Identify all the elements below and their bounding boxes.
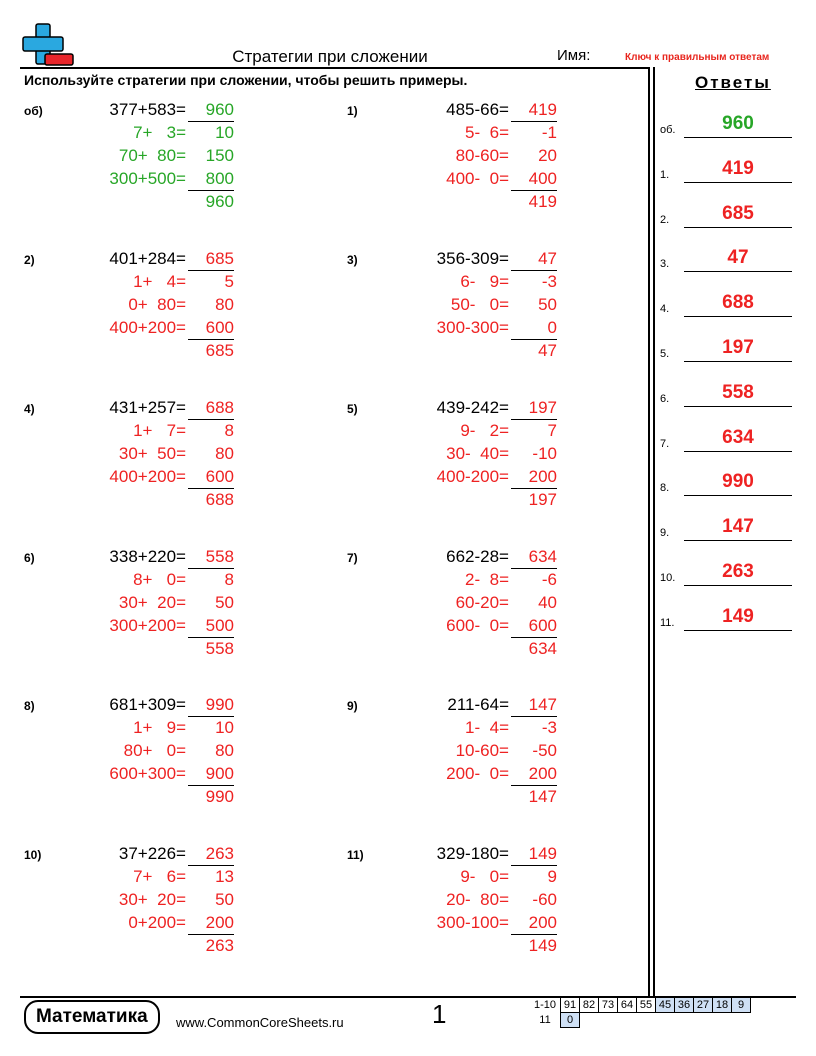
instructions: Используйте стратегии при сложении, чтобы решить примеры. — [24, 72, 468, 88]
answer-key-line — [684, 540, 792, 541]
answer-underline — [188, 865, 234, 866]
step-value: 13 — [215, 867, 234, 886]
score-row — [530, 998, 751, 1013]
problem-step — [58, 318, 234, 341]
step-value: 900 — [205, 764, 234, 783]
problem-number: 7) — [347, 551, 358, 565]
step-value: 8 — [224, 570, 234, 589]
answer-key-label: 6. — [660, 392, 670, 405]
answer-key-item — [660, 556, 792, 586]
answer-underline — [511, 488, 557, 489]
problem-total — [381, 341, 557, 364]
step-expression: 400-200= — [436, 467, 509, 486]
answer-key-line — [684, 451, 792, 452]
answer-key-item — [660, 242, 792, 272]
answer-underline — [188, 637, 234, 638]
problem-expression: 485-66= — [446, 100, 509, 119]
step-expression: 300-300= — [436, 318, 509, 337]
step-expression: 9- 2= — [460, 421, 509, 440]
answer-key-label: 4. — [660, 303, 670, 316]
step-value: 50 — [538, 295, 557, 314]
answer-key-label: 7. — [660, 437, 670, 450]
step-value: 40 — [538, 593, 557, 612]
column-divider — [648, 67, 650, 996]
header-divider — [20, 67, 648, 69]
step-value: -6 — [541, 570, 557, 589]
total-value: 47 — [538, 341, 557, 360]
problem-expression: 377+583= — [109, 100, 186, 119]
step-expression: 2- 8= — [465, 570, 509, 589]
answer-underline — [511, 190, 557, 191]
step-value: 0 — [547, 318, 557, 337]
problem-step — [381, 616, 557, 639]
total-value: 197 — [528, 490, 557, 509]
step-value: 200 — [205, 913, 234, 932]
answer-key-item — [660, 198, 792, 228]
answer-underline — [511, 339, 557, 340]
problem-question — [381, 547, 557, 570]
problem-number: 5) — [347, 402, 358, 416]
problem-answer: 149 — [528, 844, 557, 863]
answer-underline — [511, 785, 557, 786]
score-cell: 73 — [599, 998, 618, 1013]
step-expression: 30+ 20= — [118, 890, 186, 909]
answer-key-value: 419 — [722, 157, 754, 179]
problem-step — [58, 444, 234, 467]
answer-key-label: 11. — [660, 616, 675, 629]
total-value: 558 — [205, 639, 234, 658]
answer-key-value: 685 — [722, 202, 754, 224]
problem-number: 10) — [24, 848, 42, 862]
step-value: 80 — [215, 444, 234, 463]
answer-key-item — [660, 511, 792, 541]
problem-expression: 439-242= — [436, 398, 509, 417]
step-expression: 8+ 0= — [133, 570, 186, 589]
problem-4 — [24, 398, 244, 518]
problem-step — [381, 741, 557, 764]
problem-question — [381, 100, 557, 123]
answer-key-item — [660, 466, 792, 496]
score-cell: 27 — [694, 998, 713, 1013]
answer-underline — [188, 121, 234, 122]
problem-question — [58, 100, 234, 123]
step-expression: 70+ 80= — [118, 146, 186, 165]
problem-step — [58, 867, 234, 890]
step-value: 500 — [205, 616, 234, 635]
problem-expression: 356-309= — [436, 249, 509, 268]
answer-key-value: 47 — [727, 247, 749, 269]
step-value: 600 — [205, 467, 234, 486]
answer-key-label: 9. — [660, 527, 670, 540]
problem-step — [58, 295, 234, 318]
problem-number: 8) — [24, 699, 35, 713]
answer-key-label: 1. — [660, 168, 670, 181]
problem-question — [58, 249, 234, 272]
answer-key-label: Ключ к правильным ответам — [625, 52, 770, 63]
answer-underline — [188, 488, 234, 489]
score-row — [530, 1013, 751, 1028]
answer-key-label: 3. — [660, 258, 670, 271]
step-expression: 30+ 20= — [118, 593, 186, 612]
score-cell: 9 — [732, 998, 751, 1013]
problem-expression: 681+309= — [109, 695, 186, 714]
answer-key-item — [660, 287, 792, 317]
step-expression: 10-60= — [455, 741, 509, 760]
score-cell: 55 — [637, 998, 656, 1013]
problem-expression: 662-28= — [446, 547, 509, 566]
problem-total — [381, 936, 557, 959]
problem-step — [381, 272, 557, 295]
score-cell: 36 — [675, 998, 694, 1013]
problem-answer: 685 — [205, 249, 234, 268]
problem-11 — [347, 844, 567, 964]
step-value: 200 — [528, 467, 557, 486]
answer-underline — [188, 339, 234, 340]
step-value: 600 — [205, 318, 234, 337]
step-expression: 5- 6= — [465, 123, 509, 142]
problem-total — [381, 639, 557, 662]
brand-badge: Математика — [24, 1000, 160, 1034]
answer-underline — [188, 190, 234, 191]
problem-step — [58, 169, 234, 192]
step-expression: 6- 9= — [460, 272, 509, 291]
step-expression: 1+ 7= — [133, 421, 186, 440]
step-expression: 300-100= — [436, 913, 509, 932]
step-value: 8 — [224, 421, 234, 440]
step-value: 400 — [528, 169, 557, 188]
problem-step — [58, 741, 234, 764]
page-title: Стратегии при сложении — [232, 47, 428, 66]
answer-underline — [188, 716, 234, 717]
problem-step — [58, 146, 234, 169]
answer-key-value: 558 — [722, 381, 754, 403]
step-value: -50 — [532, 741, 557, 760]
answer-key-item — [660, 377, 792, 407]
problem-step — [58, 593, 234, 616]
step-value: -3 — [541, 272, 557, 291]
problem-expression: 401+284= — [109, 249, 186, 268]
problem-answer: 147 — [528, 695, 557, 714]
problem-question — [58, 398, 234, 421]
step-expression: 400- 0= — [446, 169, 509, 188]
problem-step — [58, 272, 234, 295]
answer-key-value: 960 — [722, 113, 754, 134]
answer-key-line — [684, 406, 792, 407]
problem-number: 11) — [347, 848, 364, 862]
answer-underline — [511, 270, 557, 271]
problem-step — [58, 421, 234, 444]
step-expression: 30+ 50= — [118, 444, 186, 463]
answer-key-value: 263 — [722, 561, 754, 582]
answer-key-value: 197 — [722, 337, 754, 358]
answer-key-label: 8. — [660, 482, 670, 495]
total-value: 990 — [205, 787, 234, 806]
score-cell: 64 — [618, 998, 637, 1013]
total-value: 685 — [205, 341, 234, 360]
problem-number: 2) — [24, 253, 35, 267]
site-url: www.CommonCoreSheets.ru — [176, 1015, 344, 1030]
total-value: 147 — [528, 787, 557, 806]
score-row-label: 1-10 — [533, 999, 557, 1011]
step-expression: 1+ 4= — [133, 272, 186, 291]
problem-expression: 211-64= — [447, 695, 509, 714]
answer-key-label: 2. — [660, 213, 670, 226]
step-value: -3 — [541, 718, 557, 737]
problem-0 — [24, 100, 244, 220]
step-value: 80 — [215, 295, 234, 314]
score-cell: 91 — [561, 998, 580, 1013]
step-value: 600 — [528, 616, 557, 635]
problem-answer: 263 — [205, 844, 234, 863]
step-value: 20 — [538, 146, 557, 165]
problem-answer: 419 — [528, 100, 557, 119]
step-expression: 7+ 6= — [133, 867, 186, 886]
answer-key-line — [684, 271, 792, 272]
step-expression: 80+ 0= — [123, 741, 186, 760]
problem-3 — [347, 249, 567, 369]
problem-step — [381, 467, 557, 490]
problem-answer: 558 — [205, 547, 234, 566]
total-value: 419 — [528, 192, 557, 211]
step-expression: 7+ 3= — [133, 123, 186, 142]
problem-number: об) — [24, 104, 43, 118]
answer-underline — [188, 568, 234, 569]
problem-step — [58, 570, 234, 593]
answer-key-item — [660, 422, 792, 452]
step-value: 7 — [547, 421, 557, 440]
step-expression: 300+500= — [109, 169, 186, 188]
score-cell: 45 — [656, 998, 675, 1013]
answer-key-item — [660, 332, 792, 362]
step-expression: 1+ 9= — [133, 718, 186, 737]
step-value: 50 — [215, 890, 234, 909]
problem-8 — [24, 695, 244, 815]
answer-key-label: об. — [660, 124, 676, 136]
problem-step — [381, 570, 557, 593]
problem-question — [381, 844, 557, 867]
problem-total — [381, 787, 557, 810]
problem-step — [381, 764, 557, 787]
problem-question — [58, 695, 234, 718]
answer-key-value: 990 — [722, 471, 754, 493]
answer-underline — [511, 934, 557, 935]
problem-total — [58, 639, 234, 662]
problem-answer: 197 — [528, 398, 557, 417]
step-expression: 400+200= — [109, 318, 186, 337]
answer-key-line — [684, 585, 792, 586]
problem-number: 9) — [347, 699, 358, 713]
problem-total — [58, 936, 234, 959]
problem-step — [58, 467, 234, 490]
problem-step — [58, 913, 234, 936]
problem-total — [58, 787, 234, 810]
answer-key-item — [660, 153, 792, 183]
answer-underline — [188, 270, 234, 271]
step-value: 9 — [547, 867, 557, 886]
answer-key-line — [684, 137, 792, 138]
problem-step — [381, 444, 557, 467]
score-table — [530, 997, 751, 1028]
answer-key-item — [660, 601, 792, 631]
step-expression: 0+200= — [128, 913, 186, 932]
score-cell: 82 — [580, 998, 599, 1013]
step-expression: 200- 0= — [446, 764, 509, 783]
answer-key-value: 688 — [722, 292, 754, 314]
column-divider — [653, 67, 655, 996]
step-value: 800 — [205, 169, 234, 188]
total-value: 688 — [205, 490, 234, 509]
problem-question — [58, 547, 234, 570]
step-expression: 20- 80= — [446, 890, 509, 909]
problem-step — [58, 890, 234, 913]
step-expression: 1- 4= — [465, 718, 509, 737]
step-value: 50 — [215, 593, 234, 612]
answer-underline — [188, 785, 234, 786]
total-value: 263 — [205, 936, 234, 955]
problem-step — [381, 593, 557, 616]
answer-underline — [511, 637, 557, 638]
answers-title: Ответы — [695, 73, 771, 92]
step-expression: 300+200= — [109, 616, 186, 635]
problem-total — [58, 341, 234, 364]
answer-underline — [188, 934, 234, 935]
problem-number: 4) — [24, 402, 35, 416]
answer-key-value: 634 — [722, 426, 754, 448]
problem-step — [58, 764, 234, 787]
problem-number: 6) — [24, 551, 35, 565]
problem-7 — [347, 547, 567, 667]
answer-key-line — [684, 227, 792, 228]
problem-step — [381, 421, 557, 444]
step-value: 10 — [215, 123, 234, 142]
problem-question — [58, 844, 234, 867]
problem-question — [381, 249, 557, 272]
answer-key-value: 149 — [722, 605, 754, 627]
problem-step — [58, 123, 234, 146]
problem-step — [381, 123, 557, 146]
total-value: 634 — [528, 639, 557, 658]
name-label: Имя: — [557, 47, 591, 64]
answer-key-item — [660, 108, 792, 138]
problem-answer: 990 — [205, 695, 234, 714]
answer-key-line — [684, 316, 792, 317]
page-number: 1 — [432, 999, 447, 1029]
problem-expression: 338+220= — [109, 547, 186, 566]
problem-total — [58, 192, 234, 215]
problem-1 — [347, 100, 567, 220]
problem-step — [381, 867, 557, 890]
total-value: 149 — [528, 936, 557, 955]
answer-underline — [511, 568, 557, 569]
answer-underline — [511, 121, 557, 122]
problem-expression: 431+257= — [109, 398, 186, 417]
answer-key-value: 147 — [722, 516, 754, 538]
answer-key-label: 5. — [660, 348, 670, 360]
problem-2 — [24, 249, 244, 369]
problem-step — [381, 146, 557, 169]
problem-total — [381, 192, 557, 215]
problem-number: 1) — [347, 104, 358, 118]
score-cell: 0 — [561, 1013, 580, 1028]
plus-minus-logo-icon — [22, 22, 74, 68]
score-cell: 18 — [713, 998, 732, 1013]
problem-step — [381, 913, 557, 936]
step-expression: 600+300= — [109, 764, 186, 783]
problem-10 — [24, 844, 244, 964]
answer-key-line — [684, 361, 792, 362]
problem-5 — [347, 398, 567, 518]
answer-key-line — [684, 495, 792, 496]
problem-step — [381, 295, 557, 318]
problem-step — [58, 718, 234, 741]
answer-key-label: 10. — [660, 572, 676, 584]
step-expression: 0+ 80= — [128, 295, 186, 314]
step-expression: 80-60= — [455, 146, 509, 165]
step-value: 200 — [528, 764, 557, 783]
problem-question — [381, 695, 557, 718]
problem-step — [381, 318, 557, 341]
total-value: 960 — [205, 192, 234, 211]
step-expression: 50- 0= — [450, 295, 509, 314]
step-expression: 400+200= — [109, 467, 186, 486]
step-value: -1 — [541, 123, 557, 142]
problem-answer: 634 — [528, 547, 557, 566]
problem-answer: 47 — [538, 249, 557, 268]
step-value: -60 — [532, 890, 557, 909]
step-expression: 9- 0= — [460, 867, 509, 886]
step-expression: 60-20= — [455, 593, 509, 612]
problem-expression: 329-180= — [436, 844, 509, 863]
answer-underline — [511, 716, 557, 717]
problem-number: 3) — [347, 253, 358, 267]
step-value: -10 — [532, 444, 557, 463]
answer-key-line — [684, 630, 792, 631]
answer-underline — [511, 419, 557, 420]
step-value: 200 — [528, 913, 557, 932]
problem-6 — [24, 547, 244, 667]
step-value: 80 — [215, 741, 234, 760]
step-value: 5 — [224, 272, 234, 291]
step-value: 10 — [215, 718, 234, 737]
problem-step — [381, 169, 557, 192]
step-expression: 600- 0= — [446, 616, 509, 635]
answer-key-line — [684, 182, 792, 183]
answer-underline — [511, 865, 557, 866]
step-value: 150 — [205, 146, 234, 165]
score-row-label: 11 — [539, 1014, 551, 1026]
problem-answer: 960 — [205, 100, 234, 119]
problem-9 — [347, 695, 567, 815]
problem-step — [381, 890, 557, 913]
answer-underline — [188, 419, 234, 420]
problem-answer: 688 — [205, 398, 234, 417]
problem-step — [58, 616, 234, 639]
problem-total — [58, 490, 234, 513]
problem-total — [381, 490, 557, 513]
problem-question — [381, 398, 557, 421]
problem-expression: 37+226= — [118, 844, 186, 863]
problem-step — [381, 718, 557, 741]
step-expression: 30- 40= — [446, 444, 509, 463]
